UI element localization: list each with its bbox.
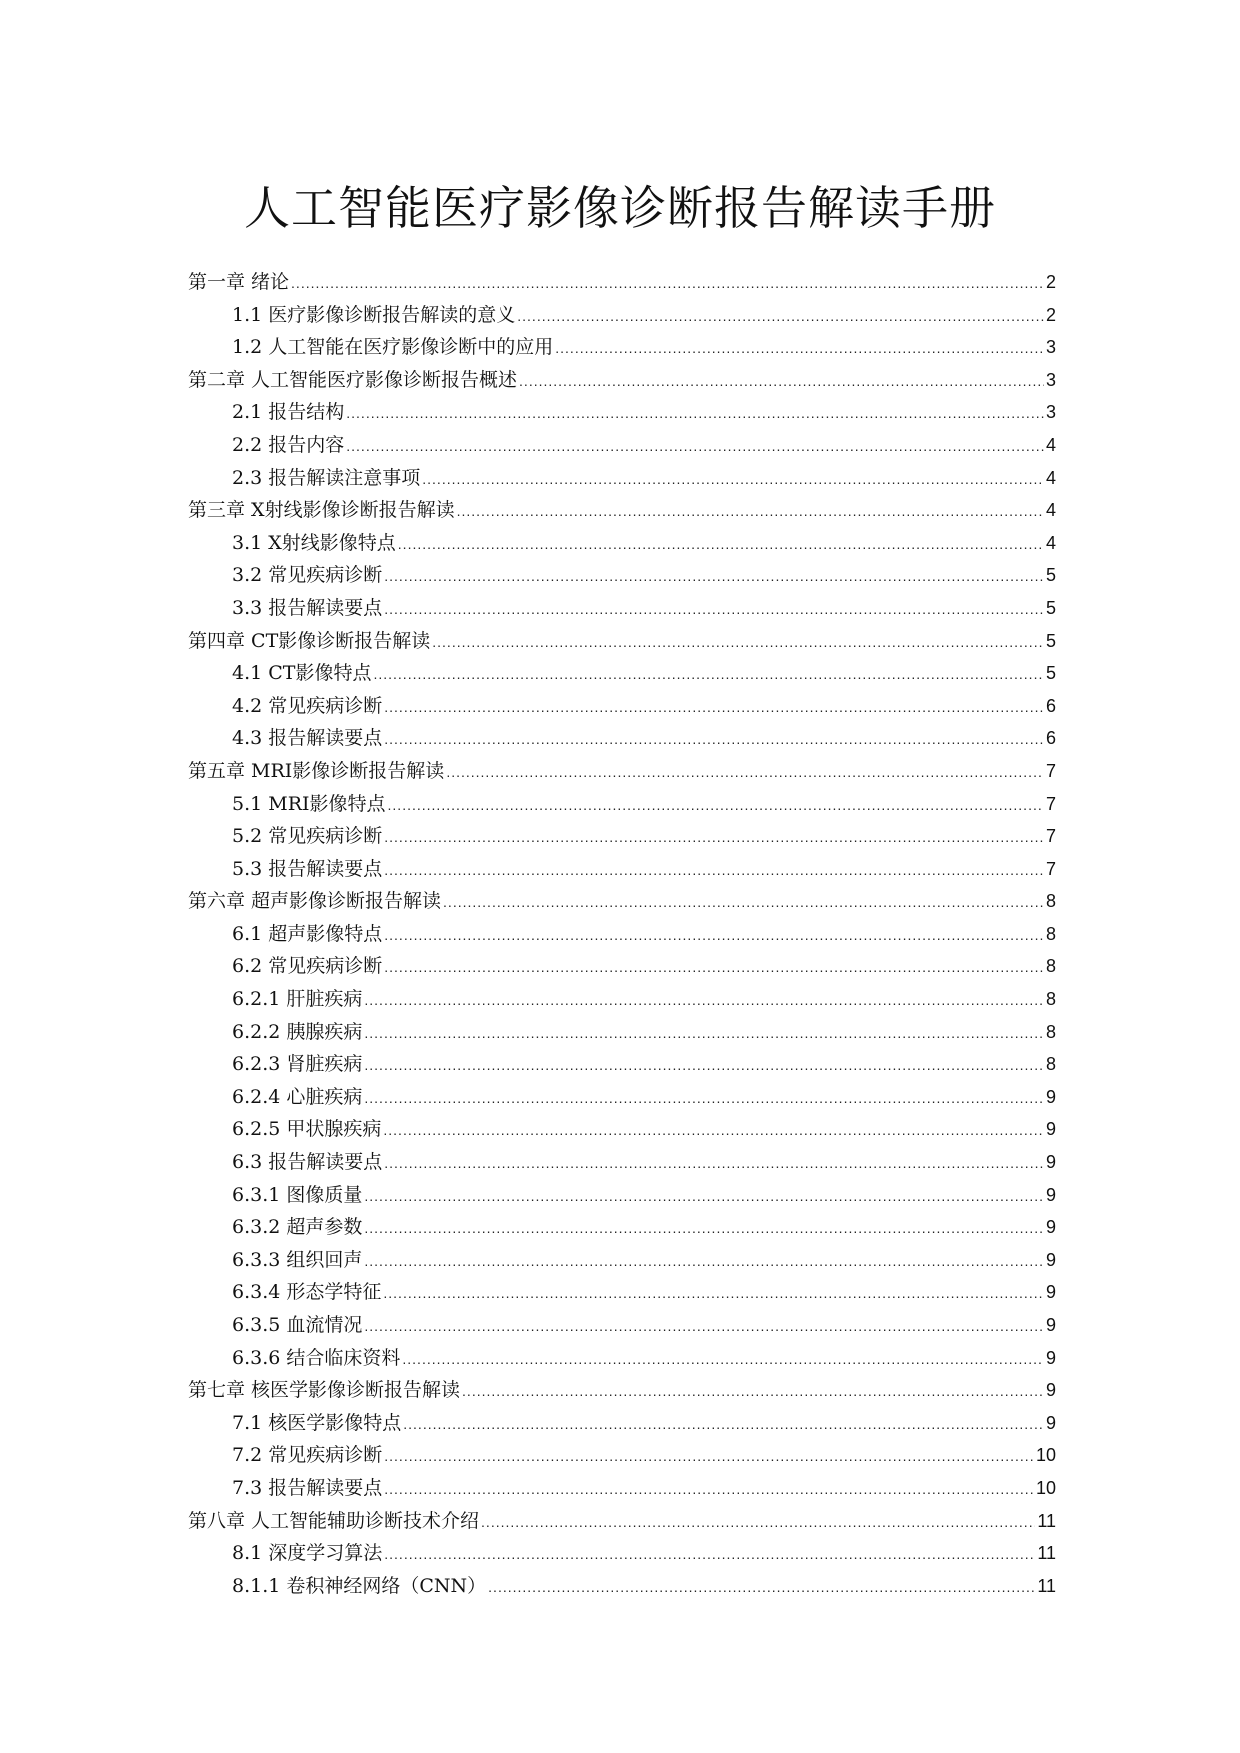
toc-entry[interactable] [188, 1472, 1056, 1505]
toc-entry[interactable] [188, 1309, 1056, 1342]
toc-dot-leader [403, 1408, 1044, 1441]
toc-page-number: 9 [1045, 1184, 1056, 1205]
toc-page-number: 9 [1045, 1412, 1056, 1433]
toc-page-number: 2 [1045, 272, 1056, 292]
toc-page-number: 9 [1045, 1380, 1056, 1401]
toc-dot-leader [555, 332, 1044, 365]
toc-entry-label: 6.2.1 肝脏疾病 [232, 988, 363, 1011]
toc-dot-leader [384, 593, 1044, 626]
toc-entry[interactable] [188, 429, 1056, 462]
toc-entry[interactable] [188, 755, 1056, 788]
toc-entry-label: 4.2 常见疾病诊断 [232, 694, 383, 717]
toc-entry-label: 第八章 人工智能辅助诊断技术介绍 [188, 1509, 480, 1532]
toc-dot-leader [364, 1082, 1044, 1115]
toc-dot-leader [346, 430, 1044, 463]
toc-entry[interactable] [188, 1048, 1056, 1081]
toc-entry-label: 第七章 核医学影像诊断报告解读 [188, 1379, 461, 1402]
toc-entry[interactable] [188, 690, 1056, 723]
toc-entry-label: 第四章 CT影像诊断报告解读 [188, 629, 431, 652]
toc-entry[interactable] [188, 559, 1056, 592]
document-title: 人工智能医疗影像诊断报告解读手册 [244, 181, 996, 235]
toc-entry-label: 8.1 深度学习算法 [232, 1542, 383, 1565]
toc-dot-leader [364, 984, 1044, 1017]
toc-entry-label: 6.2.5 甲状腺疾病 [232, 1118, 382, 1141]
toc-entry[interactable] [188, 853, 1056, 886]
toc-page-number: 9 [1045, 1347, 1056, 1368]
toc-page-number: 7 [1045, 793, 1056, 814]
toc-entry-label: 第六章 超声影像诊断报告解读 [188, 890, 442, 913]
toc-entry[interactable] [188, 527, 1056, 560]
toc-dot-leader [384, 919, 1044, 952]
toc-entry[interactable] [188, 1374, 1056, 1407]
toc-dot-leader [488, 1571, 1035, 1604]
toc-entry-label: 第二章 人工智能医疗影像诊断报告概述 [188, 368, 518, 391]
toc-dot-leader [384, 1147, 1044, 1180]
toc-entry[interactable] [188, 722, 1056, 755]
toc-dot-leader [291, 267, 1044, 300]
toc-page-number: 8 [1045, 923, 1056, 944]
toc-dot-leader [517, 300, 1044, 333]
toc-entry[interactable] [188, 364, 1056, 397]
toc-page-number: 2 [1045, 304, 1056, 325]
toc-dot-leader [364, 1212, 1044, 1245]
toc-page-number: 8 [1045, 891, 1056, 912]
toc-entry-label: 2.3 报告解读注意事项 [232, 466, 421, 489]
toc-entry[interactable] [188, 820, 1056, 853]
toc-dot-leader [384, 1473, 1034, 1506]
toc-entry[interactable] [188, 266, 1056, 299]
toc-dot-leader [373, 658, 1044, 691]
toc-entry-label: 8.1.1 卷积神经网络（CNN） [232, 1574, 487, 1597]
toc-dot-leader [383, 1114, 1044, 1147]
toc-entry[interactable] [188, 592, 1056, 625]
toc-entry[interactable] [188, 983, 1056, 1016]
toc-entry-label: 5.3 报告解读要点 [232, 857, 383, 880]
toc-entry-label: 7.2 常见疾病诊断 [232, 1444, 383, 1467]
toc-dot-leader [364, 1049, 1044, 1082]
toc-entry[interactable] [188, 1570, 1056, 1603]
toc-entry[interactable] [188, 1146, 1056, 1179]
toc-entry-label: 3.1 X射线影像特点 [232, 531, 396, 554]
toc-dot-leader [398, 528, 1044, 561]
toc-page-number: 5 [1045, 565, 1056, 586]
toc-entry-label: 6.2.4 心脏疾病 [232, 1085, 363, 1108]
toc-dot-leader [446, 756, 1044, 789]
toc-entry-label: 6.3.5 血流情况 [232, 1314, 363, 1336]
toc-entry[interactable] [188, 1081, 1056, 1114]
toc-entry-label: 6.2.2 胰腺疾病 [232, 1020, 363, 1043]
toc-page-number: 8 [1045, 989, 1056, 1010]
toc-dot-leader [422, 463, 1044, 496]
toc-dot-leader [364, 1310, 1044, 1343]
toc-page-number: 4 [1045, 467, 1056, 488]
toc-page-number: 7 [1045, 760, 1056, 781]
toc-entry[interactable] [188, 299, 1056, 332]
toc-dot-leader [519, 365, 1044, 398]
toc-page-number: 10 [1035, 1477, 1056, 1498]
toc-dot-leader [346, 397, 1044, 430]
table-of-contents [188, 266, 1056, 1602]
toc-page-number: 5 [1045, 597, 1056, 618]
toc-entry-label: 6.3.6 结合临床资料 [232, 1346, 401, 1369]
toc-dot-leader [383, 1277, 1044, 1310]
toc-entry-label: 4.3 报告解读要点 [232, 727, 383, 750]
toc-dot-leader [402, 1343, 1044, 1376]
toc-entry[interactable] [188, 462, 1056, 495]
toc-entry-label: 第五章 MRI影像诊断报告解读 [188, 759, 445, 782]
toc-entry-label: 6.3.4 形态学特征 [232, 1281, 382, 1304]
toc-page-number: 11 [1037, 1575, 1056, 1596]
toc-entry[interactable] [188, 1407, 1056, 1440]
toc-page-number: 5 [1045, 630, 1056, 651]
toc-dot-leader [384, 1440, 1034, 1473]
toc-entry-label: 4.1 CT影像特点 [232, 662, 372, 685]
toc-entry[interactable] [188, 331, 1056, 364]
toc-entry-label: 6.3.2 超声参数 [232, 1216, 363, 1239]
toc-dot-leader [384, 854, 1044, 887]
toc-entry-label: 第一章 绪论 [188, 271, 290, 293]
toc-entry[interactable] [188, 885, 1056, 918]
toc-entry-label: 1.2 人工智能在医疗影像诊断中的应用 [232, 336, 554, 359]
toc-dot-leader [364, 1017, 1044, 1050]
toc-dot-leader [384, 723, 1044, 756]
toc-entry-label: 第三章 X射线影像诊断报告解读 [188, 499, 455, 522]
toc-dot-leader [443, 886, 1044, 919]
toc-page-number: 4 [1045, 532, 1056, 553]
toc-dot-leader [384, 1538, 1035, 1571]
toc-page-number: 4 [1045, 434, 1056, 455]
toc-page-number: 8 [1045, 1054, 1056, 1075]
toc-entry[interactable] [188, 657, 1056, 690]
toc-dot-leader [384, 951, 1044, 984]
toc-page-number: 9 [1045, 1217, 1056, 1238]
toc-entry[interactable] [188, 396, 1056, 429]
toc-entry[interactable] [188, 1016, 1056, 1049]
toc-dot-leader [457, 495, 1044, 528]
toc-entry[interactable] [188, 1505, 1056, 1538]
toc-dot-leader [432, 626, 1044, 659]
toc-dot-leader [364, 1245, 1044, 1278]
toc-page-number: 6 [1045, 728, 1056, 749]
toc-dot-leader [481, 1506, 1035, 1539]
toc-entry-label: 6.2.3 肾脏疾病 [232, 1053, 363, 1076]
toc-entry[interactable] [188, 788, 1056, 821]
toc-dot-leader [384, 821, 1044, 854]
toc-entry[interactable] [188, 1211, 1056, 1244]
toc-entry[interactable] [188, 1537, 1056, 1570]
toc-dot-leader [384, 560, 1044, 593]
toc-entry-label: 7.3 报告解读要点 [232, 1476, 383, 1499]
toc-dot-leader [462, 1375, 1044, 1408]
toc-dot-leader [388, 789, 1044, 822]
toc-dot-leader [384, 691, 1044, 724]
toc-page-number: 11 [1037, 1510, 1056, 1531]
toc-page-number: 11 [1037, 1543, 1056, 1564]
toc-page-number: 9 [1045, 1282, 1056, 1303]
toc-page-number: 9 [1045, 1152, 1056, 1173]
toc-entry-label: 7.1 核医学影像特点 [232, 1411, 402, 1434]
toc-entry[interactable] [188, 1342, 1056, 1375]
toc-page-number: 9 [1045, 1119, 1056, 1140]
toc-entry-label: 5.1 MRI影像特点 [232, 792, 386, 815]
toc-entry-label: 3.2 常见疾病诊断 [232, 564, 383, 587]
toc-page-number: 9 [1045, 1249, 1056, 1270]
toc-dot-leader [364, 1180, 1044, 1213]
toc-page-number: 9 [1045, 1315, 1056, 1335]
toc-page-number: 6 [1045, 695, 1056, 716]
toc-entry[interactable] [188, 1276, 1056, 1309]
toc-entry-label: 6.3 报告解读要点 [232, 1151, 383, 1174]
toc-entry-label: 6.3.3 组织回声 [232, 1248, 363, 1271]
toc-page-number: 3 [1045, 369, 1056, 390]
toc-entry-label: 6.2 常见疾病诊断 [232, 955, 383, 978]
toc-entry[interactable] [188, 950, 1056, 983]
toc-page-number: 3 [1045, 337, 1056, 358]
toc-page-number: 10 [1035, 1445, 1056, 1466]
toc-entry-label: 6.1 超声影像特点 [232, 922, 383, 945]
toc-entry[interactable] [188, 918, 1056, 951]
toc-entry[interactable] [188, 494, 1056, 527]
toc-entry[interactable] [188, 1244, 1056, 1277]
toc-page-number: 5 [1045, 663, 1056, 684]
toc-entry-label: 3.3 报告解读要点 [232, 596, 383, 619]
toc-entry-label: 5.2 常见疾病诊断 [232, 825, 383, 848]
toc-page-number: 7 [1045, 826, 1056, 847]
toc-entry-label: 6.3.1 图像质量 [232, 1183, 363, 1206]
toc-page-number: 7 [1045, 858, 1056, 879]
toc-page-number: 4 [1045, 500, 1056, 521]
toc-page-number: 9 [1045, 1086, 1056, 1107]
toc-entry-label: 2.2 报告内容 [232, 433, 345, 456]
toc-entry[interactable] [188, 1113, 1056, 1146]
toc-page-number: 8 [1045, 956, 1056, 977]
toc-entry[interactable] [188, 1439, 1056, 1472]
toc-entry-label: 1.1 医疗影像诊断报告解读的意义 [232, 303, 516, 326]
toc-page-number: 3 [1045, 402, 1056, 423]
toc-page-number: 8 [1045, 1021, 1056, 1042]
toc-entry-label: 2.1 报告结构 [232, 401, 345, 424]
toc-entry[interactable] [188, 625, 1056, 658]
toc-entry[interactable] [188, 1179, 1056, 1212]
